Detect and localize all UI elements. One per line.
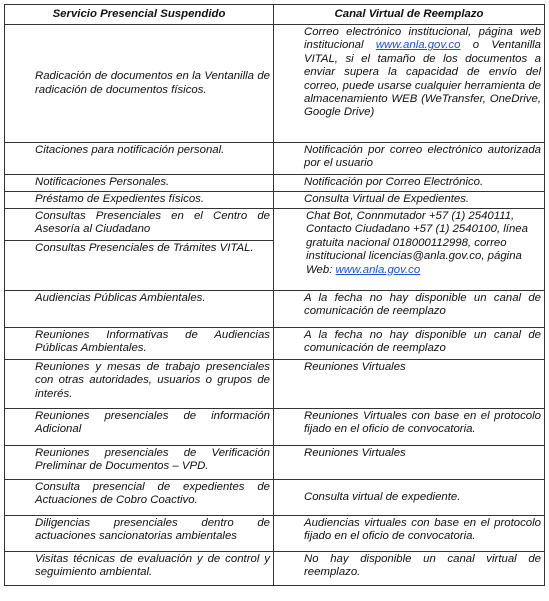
channel-cell: Consulta Virtual de Expedientes. xyxy=(274,192,545,209)
table-row xyxy=(5,516,545,552)
table-row xyxy=(5,552,545,586)
table-row xyxy=(5,360,545,409)
service-cell: Audiencias Públicas Ambientales. xyxy=(5,291,274,328)
channel-cell: Audiencias virtuales con base en el protocolo fijado en el oficio de convocatoria. xyxy=(274,516,545,552)
channel-cell: Reuniones Virtuales xyxy=(274,360,545,409)
service-cell: Consulta presencial de expedientes de Actuaciones de Cobro Coactivo. xyxy=(5,480,274,516)
service-cell: Radicación de documentos en la Ventanilla de radicación de documentos físicos. xyxy=(5,25,274,143)
table-row xyxy=(5,25,545,143)
service-cell: Consultas Presenciales de Trámites VITAL. xyxy=(5,241,274,291)
channel-cell: A la fecha no hay disponible un canal de comunicación de reemplazo xyxy=(274,328,545,360)
channel-cell: No hay disponible un canal virtual de reemplazo. xyxy=(274,552,545,586)
service-cell: Préstamo de Expedientes físicos. xyxy=(5,192,274,209)
channel-cell: Reuniones Virtuales xyxy=(274,446,545,480)
channel-cell: A la fecha no hay disponible un canal de comunicación de reemplazo xyxy=(274,291,545,328)
table-row xyxy=(5,143,545,175)
anla-website-link[interactable]: www.anla.gov.co xyxy=(375,39,461,52)
channel-text: Correo electrónico institucional, página web institucional xyxy=(304,26,541,52)
services-table xyxy=(4,4,545,586)
table-row xyxy=(5,446,545,480)
header-suspended-service: Servicio Presencial Suspendido xyxy=(5,5,274,25)
service-cell: Citaciones para notificación personal. xyxy=(5,143,274,175)
service-cell: Reuniones y mesas de trabajo presenciales con otras autoridades, usuarios o grupos de interés. xyxy=(5,360,274,409)
service-cell: Visitas técnicas de evaluación y de control y seguimiento ambiental. xyxy=(5,552,274,586)
table-row xyxy=(5,409,545,446)
channel-cell: Consulta virtual de expediente. xyxy=(274,480,545,516)
anla-website-link[interactable]: www.anla.gov.co xyxy=(335,263,421,276)
channel-cell: Notificación por Correo Electrónico. xyxy=(274,175,545,192)
table-row xyxy=(5,328,545,360)
channel-cell xyxy=(274,25,545,143)
table-row xyxy=(5,209,545,241)
service-cell: Consultas Presenciales en el Centro de Asesoría al Ciudadano xyxy=(5,209,274,241)
service-cell: Reuniones Informativas de Audiencias Públicas Ambientales. xyxy=(5,328,274,360)
service-cell: Reuniones presenciales de información Adicional xyxy=(5,409,274,446)
service-cell: Notificaciones Personales. xyxy=(5,175,274,192)
table-row xyxy=(5,291,545,328)
channel-cell: Notificación por correo electrónico autorizada por el usuario xyxy=(274,143,545,175)
service-cell: Diligencias presenciales dentro de actuaciones sancionatorias ambientales xyxy=(5,516,274,552)
table-row xyxy=(5,480,545,516)
service-cell: Reuniones presenciales de Verificación Preliminar de Documentos – VPD. xyxy=(5,446,274,480)
channel-cell: Reuniones Virtuales con base en el protocolo fijado en el oficio de convocatoria. xyxy=(274,409,545,446)
channel-text: Chat Bot, Connmutador +57 (1) 2540111, Contacto Ciudadano +57 (1) 2540100, línea gratuita nacional 018000112998, correo institucional licencias@anla.gov.co, página Web: xyxy=(306,210,528,276)
table-row xyxy=(5,192,545,209)
channel-text: o Ventanilla VITAL, si el tamaño de los documentos a enviar supera la capacidad de envío del correo, puede usarse cualquier herramienta de almacenamiento WEB (WeTransfer, OneDrive, Google Drive) xyxy=(304,39,541,119)
table-header-row xyxy=(5,5,545,25)
header-virtual-channel: Canal Virtual de Reemplazo xyxy=(274,5,545,25)
channel-cell xyxy=(274,209,545,291)
table-row xyxy=(5,175,545,192)
